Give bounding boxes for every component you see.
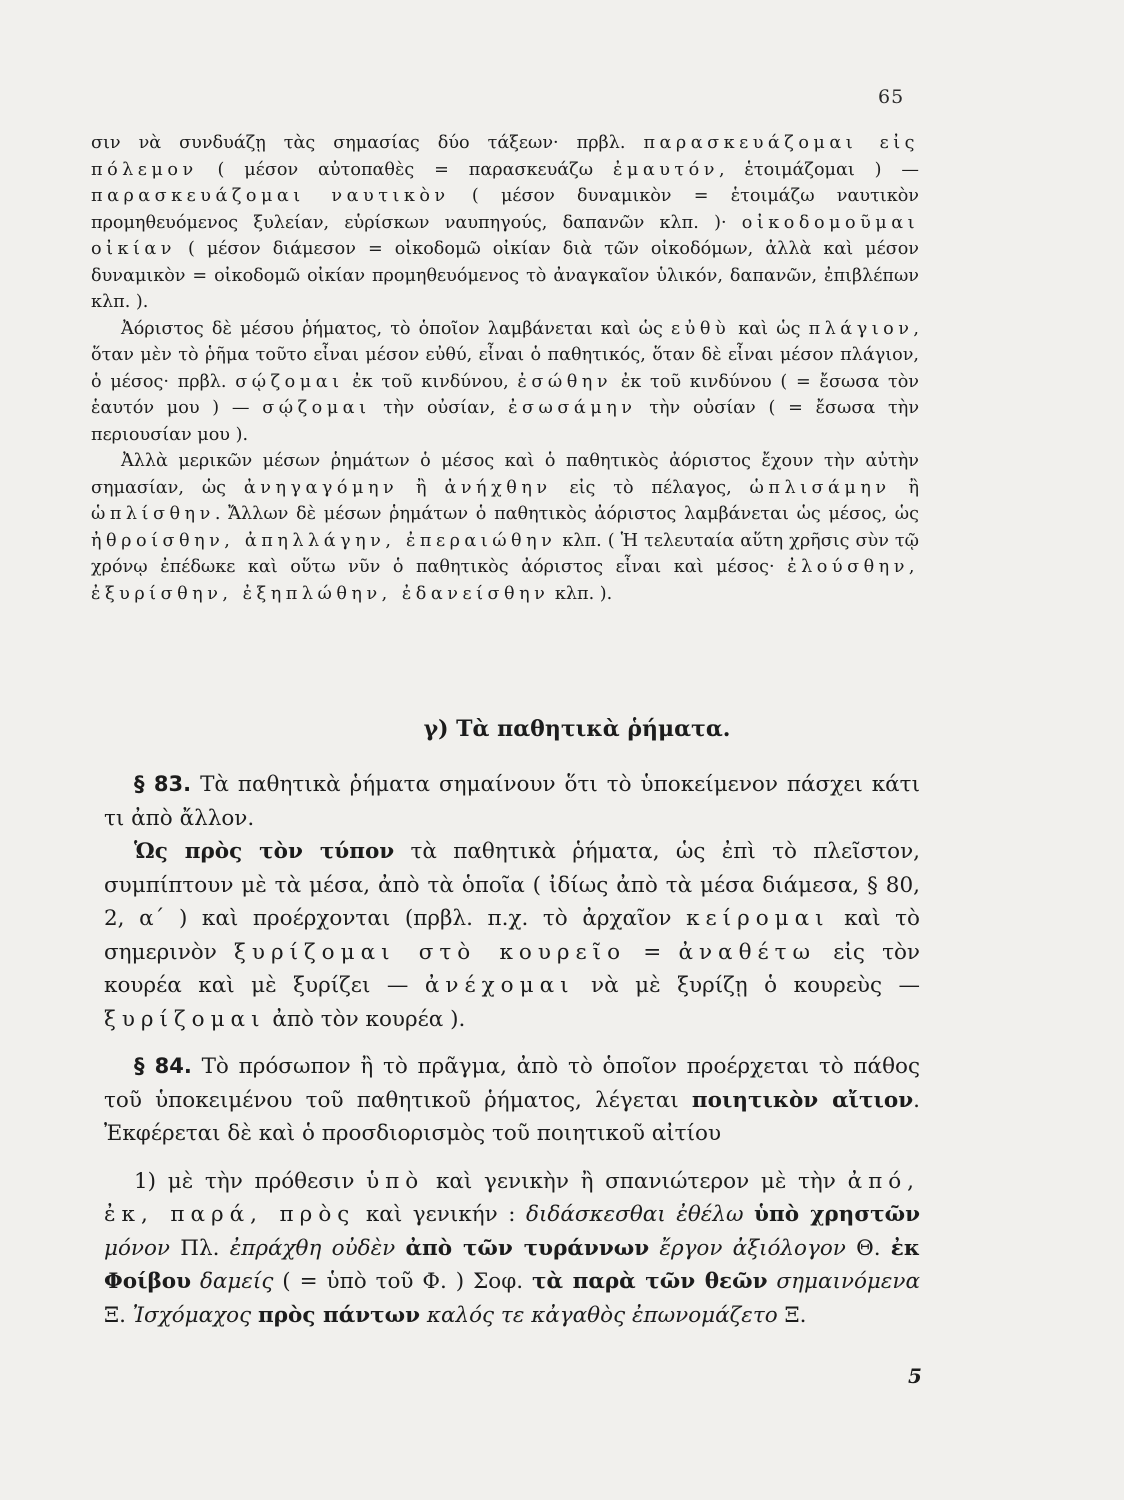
text-run: εἰς τὸ πέλαγος, xyxy=(551,477,750,498)
text-run: τὴν οὐσίαν ( = ἔσωσα τὴν περιουσίαν μου ). xyxy=(91,398,920,445)
text-run: καλός τε κἀγαθὸς ἐπωνομάζετο xyxy=(426,1302,778,1328)
text-run: ( μέσον αὐτοπαθὲς = παρασκευάζω xyxy=(197,159,613,180)
body-text-large xyxy=(104,768,920,1332)
text-run: ἐλούσθην, ἐξυρίσθην, ἐξηπλώθην, ἐδανείσθην xyxy=(91,557,919,604)
text-run: ὑπὸ χρηστῶν xyxy=(754,1202,921,1227)
text-run: διδάσκεσθαι ἐθέλω xyxy=(526,1202,744,1227)
text-run: Τὰ παθητικὰ ῥήματα σημαίνουν ὅτι τὸ ὑποκείμενον πάσχει κάτι τι ἀπὸ ἄλλον. xyxy=(104,772,921,831)
text-run: εὐθὺ xyxy=(671,318,731,339)
text-run: = xyxy=(626,939,679,965)
body-text-small xyxy=(91,130,919,607)
text-run: ἐσωσάμην xyxy=(508,398,637,418)
signature-number: 5 xyxy=(908,1364,922,1388)
text-run: ξυρίζομαι xyxy=(104,1006,266,1032)
text-run: ἐκ τοῦ κινδύνου, xyxy=(343,371,518,392)
section-84-paragraph xyxy=(104,1050,920,1151)
text-run: ἀνέχομαι xyxy=(424,973,575,998)
text-run: ἀναθέτω xyxy=(678,939,817,965)
text-run: οἰκοδομοῦμαι οἰκίαν xyxy=(91,212,919,259)
text-run: τὰ παθητικὰ ῥήματα, ὡς ἐπὶ τὸ πλεῖστον, συμπίπτουν μὲ τὰ μέσα, ἀπὸ τὰ ὁποῖα ( ἰδίως ἀπὸ τὰ μέσα διάμεσα, § 80, 2, α΄ ) καὶ προέρχονται (πρβλ. π.χ. τὸ ἀρχαῖον xyxy=(104,839,920,931)
text-run: Ξ. xyxy=(777,1302,807,1328)
text-run: , ἑτοιμάζομαι ) — xyxy=(718,159,919,180)
text-run: ἀπὸ τῶν τυράννων xyxy=(405,1235,650,1261)
text-run: καὶ γενικὴν ἢ σπανιώτερον μὲ τὴν xyxy=(424,1168,848,1194)
section-heading: γ) Τὰ παθητικὰ ῥήματα. xyxy=(423,716,731,742)
text-run: Τὸ πρόσωπον ἢ τὸ πρᾶγμα, ἀπὸ τὸ ὁποῖον προέρχεται τὸ πάθος τοῦ ὑποκειμένου τοῦ παθητικοῦ ῥήματος, λέγεται xyxy=(104,1054,920,1113)
text-run: ἠθροίσθην, ἀπηλλάγην, ἐπεραιώθην xyxy=(91,530,557,551)
text-run: τὰ παρὰ τῶν θεῶν xyxy=(532,1269,768,1294)
text-run: καὶ ὡς xyxy=(730,318,809,339)
text-run: τὴν οὐσίαν, xyxy=(370,398,509,418)
text-run: δαμείς xyxy=(199,1269,274,1294)
text-run: . Ἄλλων δὲ μέσων ῥημάτων ὁ παθητικὸς ἀόριστος λαμβάνεται ὡς μέσος, ὡς xyxy=(214,504,919,524)
text-run: καὶ γενικήν : xyxy=(355,1202,527,1227)
text-run: ἐσώθην xyxy=(517,371,613,392)
paragraph xyxy=(91,316,919,449)
text-run: σιν νὰ συνδυάζῃ τὰς σημασίας δύο τάξεων· πρβλ. xyxy=(91,133,644,153)
text-run: ( μέσον διάμεσον = οἰκοδομῶ οἰκίαν διὰ τῶν οἰκοδόμων, ἀλλὰ καὶ μέσον δυναμικὸν = οἰκοδομῶ οἰκίαν προμηθευόμενος τὸ ἀναγκαῖον ὑλικόν, δαπανῶν, ἐπιβλέπων κλπ. ). xyxy=(91,239,919,312)
text-run: Ξ. xyxy=(104,1302,133,1328)
text-run: 1) μὲ τὴν πρόθεσιν xyxy=(134,1168,367,1194)
paragraph xyxy=(104,835,920,1036)
text-run: ἐμαυτόν xyxy=(612,159,719,180)
text-run: σῴζομαι xyxy=(235,371,344,392)
text-run: νὰ μὲ ξυρίζῃ ὁ κουρεὺς — xyxy=(574,973,920,998)
text-run xyxy=(420,1303,427,1328)
text-run: . Ἐκφέρεται δὲ καὶ ὁ προσδιορισμὸς τοῦ ποιητικοῦ αἰτίου xyxy=(104,1087,920,1146)
text-run xyxy=(395,1236,405,1261)
paragraph xyxy=(91,448,919,607)
text-run: ἢ xyxy=(890,477,919,498)
text-run: ( μέσον δυναμικὸν = ἑτοιμάζω ναυτικὸν προμηθευόμενος ξυλείαν, εὑρίσκων ναυπηγούς, δαπανῶν κλπ. )· xyxy=(91,186,919,233)
text-run: σῴζομαι xyxy=(262,398,371,418)
text-run: Θ. xyxy=(845,1235,891,1261)
text-run: ποιητικὸν αἴτιον xyxy=(691,1087,914,1113)
text-run: παρασκευάζομαι ναυτικὸν xyxy=(91,186,450,206)
text-run: ἢ xyxy=(398,477,445,498)
text-run: σημαινόμενα xyxy=(776,1269,921,1294)
text-run: μόνον xyxy=(104,1235,171,1261)
text-run: ὡπλίσθην xyxy=(91,504,215,524)
text-run: ἐπράχθη οὐδὲν xyxy=(229,1235,396,1261)
text-run: κλπ. ( Ἡ τελευταία αὕτη χρῆσις σὺν τῷ χρόνῳ ἐπέδωκε καὶ οὕτω νῦν ὁ παθητικὸς ἀόριστος εἶναι καὶ μέσος· xyxy=(91,530,920,577)
text-run: κλπ. ). xyxy=(549,583,613,604)
text-run: ἀπό, ἐκ, παρά, πρὸς xyxy=(104,1168,920,1227)
text-run: εἰς τὸν κουρέα καὶ μὲ ξυρίζει — xyxy=(104,939,921,998)
text-run: παρασκευάζομαι εἰς πόλεμον xyxy=(91,133,919,180)
text-run xyxy=(191,1269,200,1294)
paragraph xyxy=(91,130,919,316)
text-run xyxy=(649,1236,659,1261)
text-run: ἔργον ἀξιόλογον xyxy=(659,1235,846,1261)
text-run: Ἀλλὰ μερικῶν μέσων ῥημάτων ὁ μέσος καὶ ὁ παθητικὸς ἀόριστος ἔχουν τὴν αὐτὴν σημασίαν, ὡς xyxy=(91,451,919,498)
text-run: πλάγιον xyxy=(808,318,914,339)
text-run: ἀνήχθην xyxy=(444,477,552,498)
text-run: Ἰσχόμαχος xyxy=(132,1302,252,1328)
text-run: ἀνηγαγόμην xyxy=(243,477,399,498)
text-run: Ἀόριστος δὲ μέσου ῥήματος, τὸ ὁποῖον λαμβάνεται καὶ ὡς xyxy=(121,318,672,339)
text-run: ἐκ τοῦ κινδύνου ( = ἔσωσα τὸν ἑαυτόν μου ) — xyxy=(91,371,919,418)
section-83-paragraph xyxy=(104,768,920,835)
text-run: Πλ. xyxy=(170,1235,230,1261)
text-run: κείρομαι xyxy=(686,906,830,931)
text-run: ξυρίζομαι στὸ κουρεῖο xyxy=(234,939,627,965)
text-run xyxy=(743,1202,754,1227)
text-run: § 83. xyxy=(134,772,192,796)
text-run: § 84. xyxy=(134,1054,192,1078)
page-number: 65 xyxy=(878,86,905,108)
text-run: ἀπὸ τὸν κουρέα ). xyxy=(265,1006,466,1032)
text-run: καὶ τὸ σημερινὸν xyxy=(104,906,920,965)
text-run: , ὅταν μὲν τὸ ῥῆμα τοῦτο εἶναι μέσον εὐθύ, εἶναι ὁ παθητικός, ὅταν δὲ εἶναι μέσον πλάγιον, ὁ μέσος· πρβλ. xyxy=(91,318,919,392)
text-run: ( = ὑπὸ τοῦ Φ. ) Σοφ. xyxy=(273,1269,533,1294)
paragraph xyxy=(104,1165,920,1333)
text-run: ὡπλισάμην xyxy=(749,477,891,498)
text-run: ὑπὸ xyxy=(366,1168,425,1194)
text-run: Ὡς πρὸς τὸν τύπον xyxy=(134,839,395,864)
text-run: ἐκ Φοίβου xyxy=(104,1235,920,1294)
text-run: πρὸς πάντων xyxy=(258,1302,421,1328)
text-run xyxy=(251,1303,258,1328)
